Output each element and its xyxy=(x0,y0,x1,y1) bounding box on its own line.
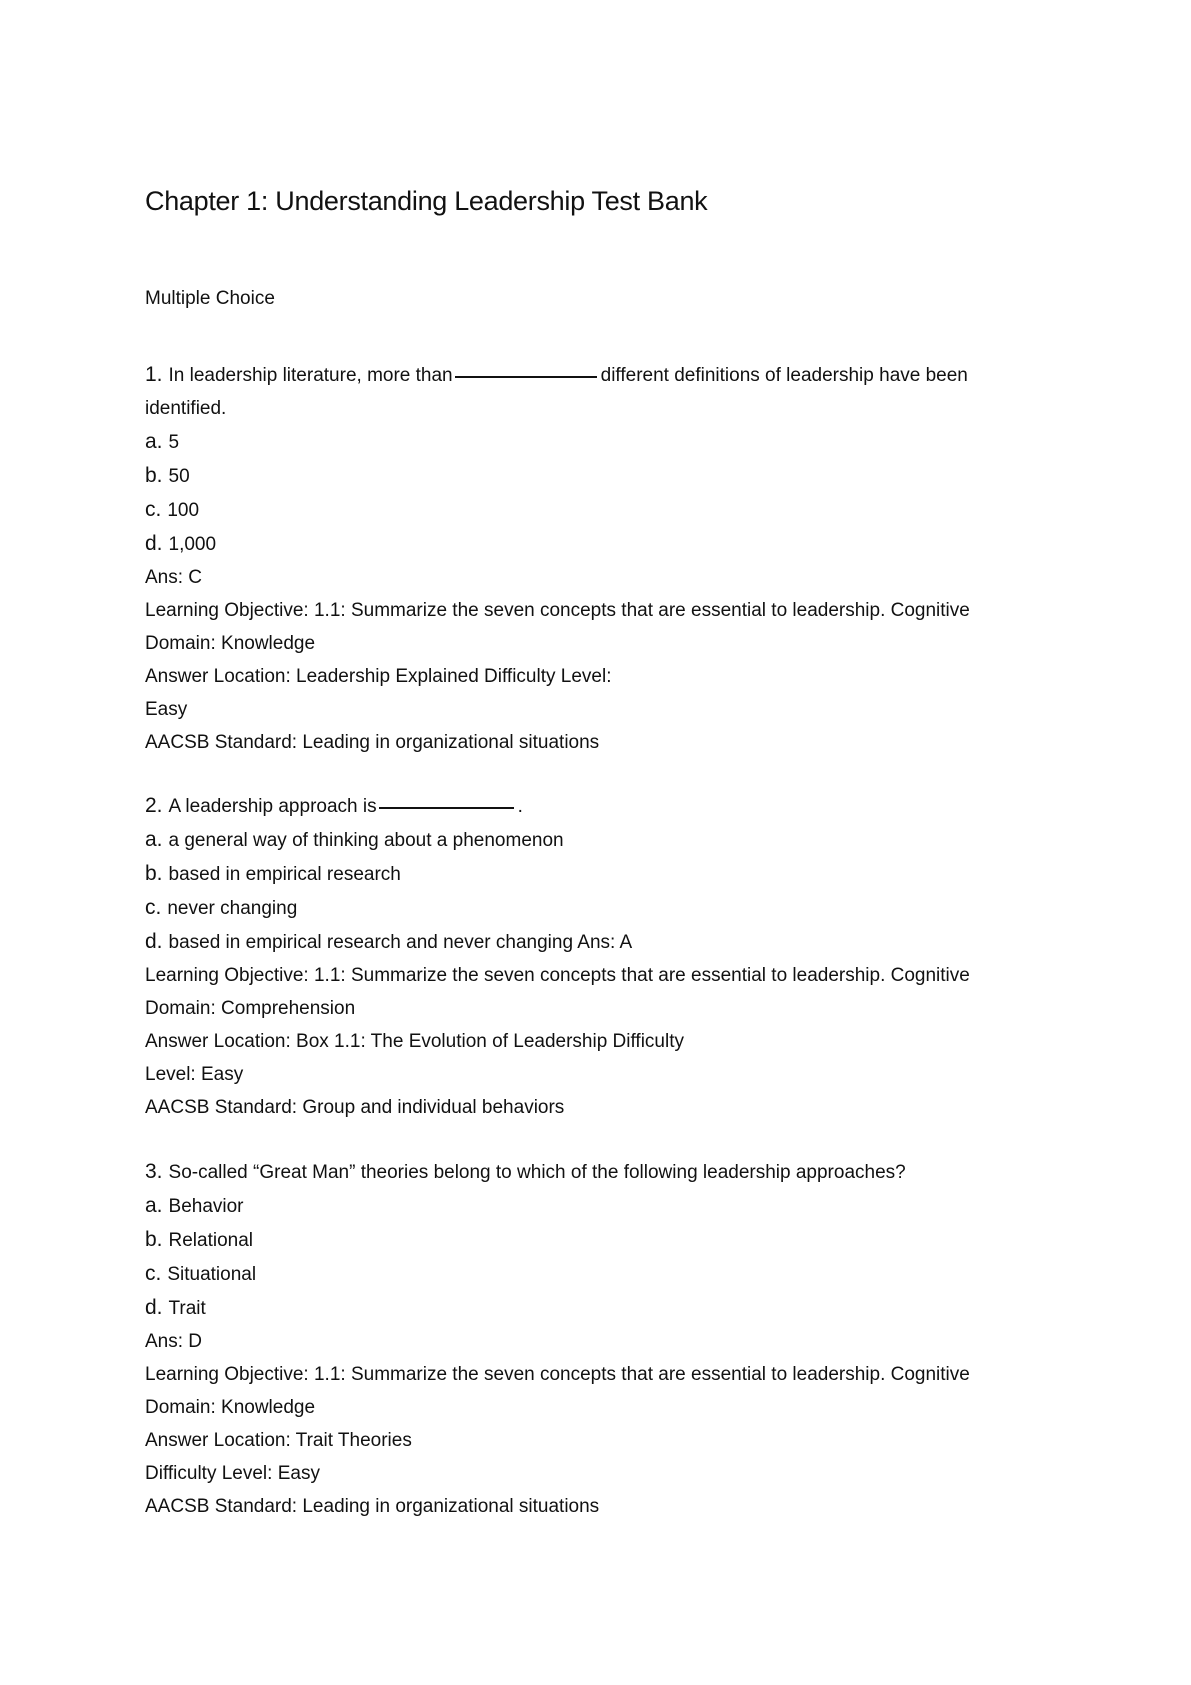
option-letter: c. xyxy=(145,498,162,521)
meta-line: Domain: Knowledge xyxy=(145,633,316,654)
stem-text: In leadership literature, more than xyxy=(168,365,453,386)
option-text: Situational xyxy=(167,1264,257,1285)
question-stem xyxy=(145,1155,1045,1189)
stem-continuation: identified. xyxy=(145,398,227,419)
answer: Ans: D xyxy=(145,1331,203,1352)
option-text: based in empirical research and never changing Ans: A xyxy=(168,932,633,953)
stem-text: So-called “Great Man” theories belong to which of the following leadership approaches? xyxy=(168,1162,906,1183)
meta-line: Difficulty Level: Easy xyxy=(145,1463,320,1484)
option xyxy=(145,425,1045,459)
option xyxy=(145,527,1045,561)
option-letter: c. xyxy=(145,896,162,919)
option xyxy=(145,1189,1045,1223)
meta-line: Answer Location: Leadership Explained Difficulty Level: xyxy=(145,666,612,687)
stem-text: . xyxy=(517,796,523,817)
section-heading: Multiple Choice xyxy=(145,288,275,309)
option xyxy=(145,459,1045,493)
meta-line: AACSB Standard: Group and individual behaviors xyxy=(145,1097,565,1118)
option-text: a general way of thinking about a phenomenon xyxy=(168,830,564,851)
question-1 xyxy=(145,358,1045,759)
meta-line: Easy xyxy=(145,699,188,720)
option xyxy=(145,493,1045,527)
meta-line: Domain: Comprehension xyxy=(145,998,356,1019)
option-text: Trait xyxy=(168,1298,206,1319)
option-letter: a. xyxy=(145,1194,163,1217)
question-2 xyxy=(145,789,1045,1124)
option-letter: d. xyxy=(145,1296,163,1319)
question-number: 3. xyxy=(145,1160,163,1183)
meta-line: Level: Easy xyxy=(145,1064,244,1085)
fill-in-blank xyxy=(379,806,514,809)
option-letter: d. xyxy=(145,930,163,953)
option xyxy=(145,823,1045,857)
option-text: 5 xyxy=(168,432,180,453)
option xyxy=(145,1291,1045,1325)
option-letter: a. xyxy=(145,430,163,453)
option-text: Behavior xyxy=(168,1196,244,1217)
question-number: 1. xyxy=(145,363,163,386)
option-text: 1,000 xyxy=(168,534,217,555)
meta-line: AACSB Standard: Leading in organizational situations xyxy=(145,1496,600,1517)
option xyxy=(145,1223,1045,1257)
option-text: 100 xyxy=(167,500,200,521)
meta-line: Answer Location: Box 1.1: The Evolution of Leadership Difficulty xyxy=(145,1031,684,1052)
option xyxy=(145,891,1045,925)
meta-line: AACSB Standard: Leading in organizational situations xyxy=(145,732,600,753)
stem-text: different definitions of leadership have been xyxy=(600,365,968,386)
meta-line: Learning Objective: 1.1: Summarize the seven concepts that are essential to leadership. Cognitive xyxy=(145,965,970,986)
meta-line: Learning Objective: 1.1: Summarize the seven concepts that are essential to leadership. Cognitive xyxy=(145,1364,970,1385)
option-letter: d. xyxy=(145,532,163,555)
question-3 xyxy=(145,1155,1045,1523)
question-number: 2. xyxy=(145,794,163,817)
answer: Ans: C xyxy=(145,567,203,588)
option-letter: b. xyxy=(145,464,163,487)
option xyxy=(145,857,1045,891)
question-stem xyxy=(145,789,1045,823)
option-letter: b. xyxy=(145,862,163,885)
option-text: never changing xyxy=(167,898,298,919)
question-stem xyxy=(145,358,1045,392)
option-letter: b. xyxy=(145,1228,163,1251)
stem-text: A leadership approach is xyxy=(168,796,377,817)
meta-line: Learning Objective: 1.1: Summarize the seven concepts that are essential to leadership. Cognitive xyxy=(145,600,970,621)
option-letter: c. xyxy=(145,1262,162,1285)
option-letter: a. xyxy=(145,828,163,851)
page-title: Chapter 1: Understanding Leadership Test Bank xyxy=(145,186,708,216)
option-text: 50 xyxy=(168,466,190,487)
option xyxy=(145,925,1045,959)
fill-in-blank xyxy=(455,375,597,378)
option-text: based in empirical research xyxy=(168,864,401,885)
option-text: Relational xyxy=(168,1230,254,1251)
meta-line: Domain: Knowledge xyxy=(145,1397,316,1418)
option xyxy=(145,1257,1045,1291)
meta-line: Answer Location: Trait Theories xyxy=(145,1430,412,1451)
